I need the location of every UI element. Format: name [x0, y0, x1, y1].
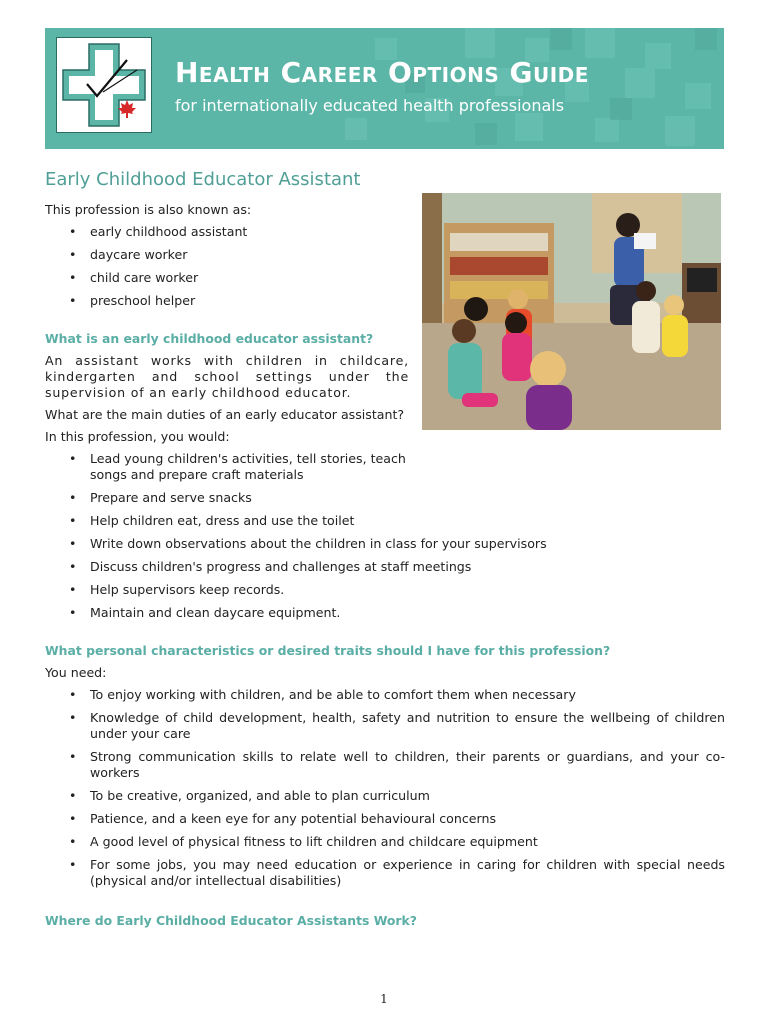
maple-leaf-icon: [118, 100, 136, 118]
section-heading-what-is: What is an early childhood educator assistant?: [45, 331, 374, 346]
list-item: • Lead young children's activities, tell stories, teach songs and prepare craft materials: [45, 451, 409, 483]
aka-list: [45, 224, 725, 309]
section-heading-traits: What personal characteristics or desired traits should I have for this profession?: [45, 643, 611, 658]
list-item: • A good level of physical fitness to lift children and childcare equipment: [45, 834, 725, 850]
page-title: Early Childhood Educator Assistant: [45, 169, 361, 190]
list-item: • To be creative, organized, and able to plan curriculum: [45, 788, 725, 804]
list-item: • Discuss children's progress and challenges at staff meetings: [45, 559, 725, 575]
list-item: • Help supervisors keep records.: [45, 582, 725, 598]
header-banner: [45, 28, 724, 149]
list-item: • Maintain and clean daycare equipment.: [45, 605, 725, 621]
list-item: • early childhood assistant: [45, 224, 725, 240]
list-item: • For some jobs, you may need education or experience in caring for children with special needs (physical and/or intellectual disabilities): [45, 857, 725, 889]
main-content: [45, 168, 725, 935]
list-item: • daycare worker: [45, 247, 725, 263]
logo: [56, 37, 152, 133]
section-heading-where: Where do Early Childhood Educator Assistants Work?: [45, 913, 417, 928]
traits-list: [45, 687, 725, 889]
list-item: • child care worker: [45, 270, 725, 286]
list-item: • Write down observations about the children in class for your supervisors: [45, 536, 725, 552]
banner-title: Health Career Options Guide: [175, 56, 589, 89]
list-item: • preschool helper: [45, 293, 725, 309]
duties-intro: In this profession, you would:: [45, 429, 230, 444]
list-item: • Knowledge of child development, health, safety and nutrition to ensure the wellbeing of children under your care: [45, 710, 725, 742]
traits-intro: You need:: [45, 665, 107, 680]
list-item: • To enjoy working with children, and be able to comfort them when necessary: [45, 687, 725, 703]
medical-cross-icon: [57, 38, 151, 132]
aka-intro: This profession is also known as:: [45, 202, 252, 217]
banner-subtitle: for internationally educated health professionals: [175, 96, 565, 115]
section-body-what-is: An assistant works with children in childcare, kindergarten and school settings under the supervision of an early childhood educator.: [45, 353, 409, 400]
list-item: • Prepare and serve snacks: [45, 490, 725, 506]
list-item: • Help children eat, dress and use the toilet: [45, 513, 725, 529]
page-number: 1: [380, 992, 388, 1006]
duties-question: What are the main duties of an early educator assistant?: [45, 407, 405, 422]
list-item: • Patience, and a keen eye for any potential behavioural concerns: [45, 811, 725, 827]
duties-list: [45, 451, 725, 621]
list-item: • Strong communication skills to relate well to children, their parents or guardians, and your co-workers: [45, 749, 725, 781]
